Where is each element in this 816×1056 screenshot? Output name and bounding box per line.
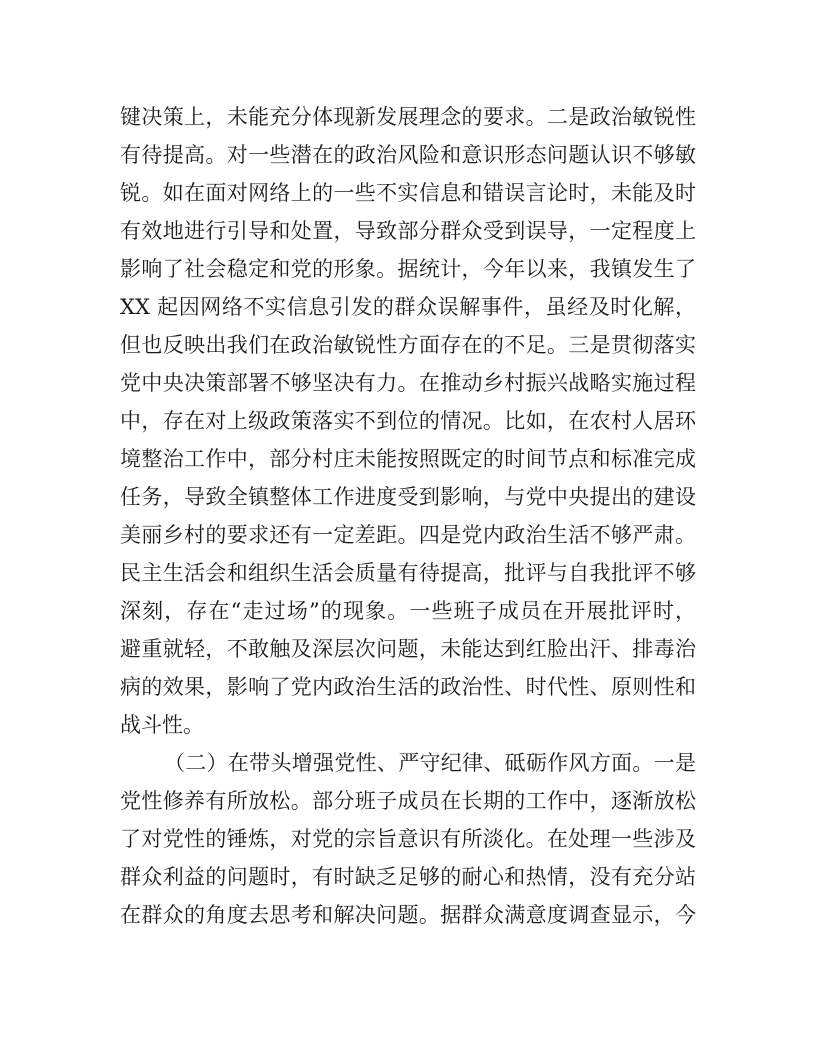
paragraph-1-line-8: 党中央决策部署不够坚决有力。在推动乡村振兴战略实施过程 (120, 371, 696, 395)
paragraph-1-line-16: 病的效果，影响了党内政治生活的政治性、时代性、原则性和 (120, 675, 696, 699)
paragraph-2-line-4: 群众利益的问题时，有时缺乏足够的耐心和热情，没有充分站 (120, 865, 696, 889)
paragraph-1-line-4: 有效地进行引导和处置，导致部分群众受到误导，一定程度上 (120, 219, 696, 243)
paragraph-1-line-15: 避重就轻，不敢触及深层次问题，未能达到红脸出汗、排毒治 (120, 637, 696, 661)
paragraph-1-line-12: 美丽乡村的要求还有一定差距。四是党内政治生活不够严肃。 (120, 523, 696, 547)
paragraph-1-line-13: 民主生活会和组织生活会质量有待提高，批评与自我批评不够 (120, 561, 696, 585)
paragraph-2-line-5: 在群众的角度去思考和解决问题。据群众满意度调查显示，今 (120, 903, 696, 927)
paragraph-1-line-3: 锐。如在面对网络上的一些不实信息和错误言论时，未能及时 (120, 181, 696, 205)
paragraph-2-line-1: （二）在带头增强党性、严守纪律、砥砺作风方面。一是 (164, 751, 696, 775)
paragraph-2-line-3: 了对党性的锤炼，对党的宗旨意识有所淡化。在处理一些涉及 (120, 827, 696, 851)
paragraph-1-line-11: 任务，导致全镇整体工作进度受到影响，与党中央提出的建设 (120, 485, 696, 509)
paragraph-2-line-2: 党性修养有所放松。部分班子成员在长期的工作中，逐渐放松 (120, 789, 696, 813)
paragraph-1-line-10: 境整治工作中，部分村庄未能按照既定的时间节点和标准完成 (120, 447, 696, 471)
paragraph-1-line-7: 但也反映出我们在政治敏锐性方面存在的不足。三是贯彻落实 (120, 333, 696, 357)
paragraph-1-line-14: 深刻，存在“走过场”的现象。一些班子成员在开展批评时， (120, 599, 696, 623)
paragraph-1-line-6: XX 起因网络不实信息引发的群众误解事件，虽经及时化解， (120, 295, 696, 319)
paragraph-1-line-2: 有待提高。对一些潜在的政治风险和意识形态问题认识不够敏 (120, 143, 696, 167)
paragraph-1-line-5: 影响了社会稳定和党的形象。据统计，今年以来，我镇发生了 (120, 257, 696, 281)
paragraph-1-line-17: 战斗性。 (120, 713, 204, 737)
paragraph-1-line-1: 键决策上，未能充分体现新发展理念的要求。二是政治敏锐性 (120, 105, 696, 129)
paragraph-1-line-9: 中，存在对上级政策落实不到位的情况。比如，在农村人居环 (120, 409, 696, 433)
